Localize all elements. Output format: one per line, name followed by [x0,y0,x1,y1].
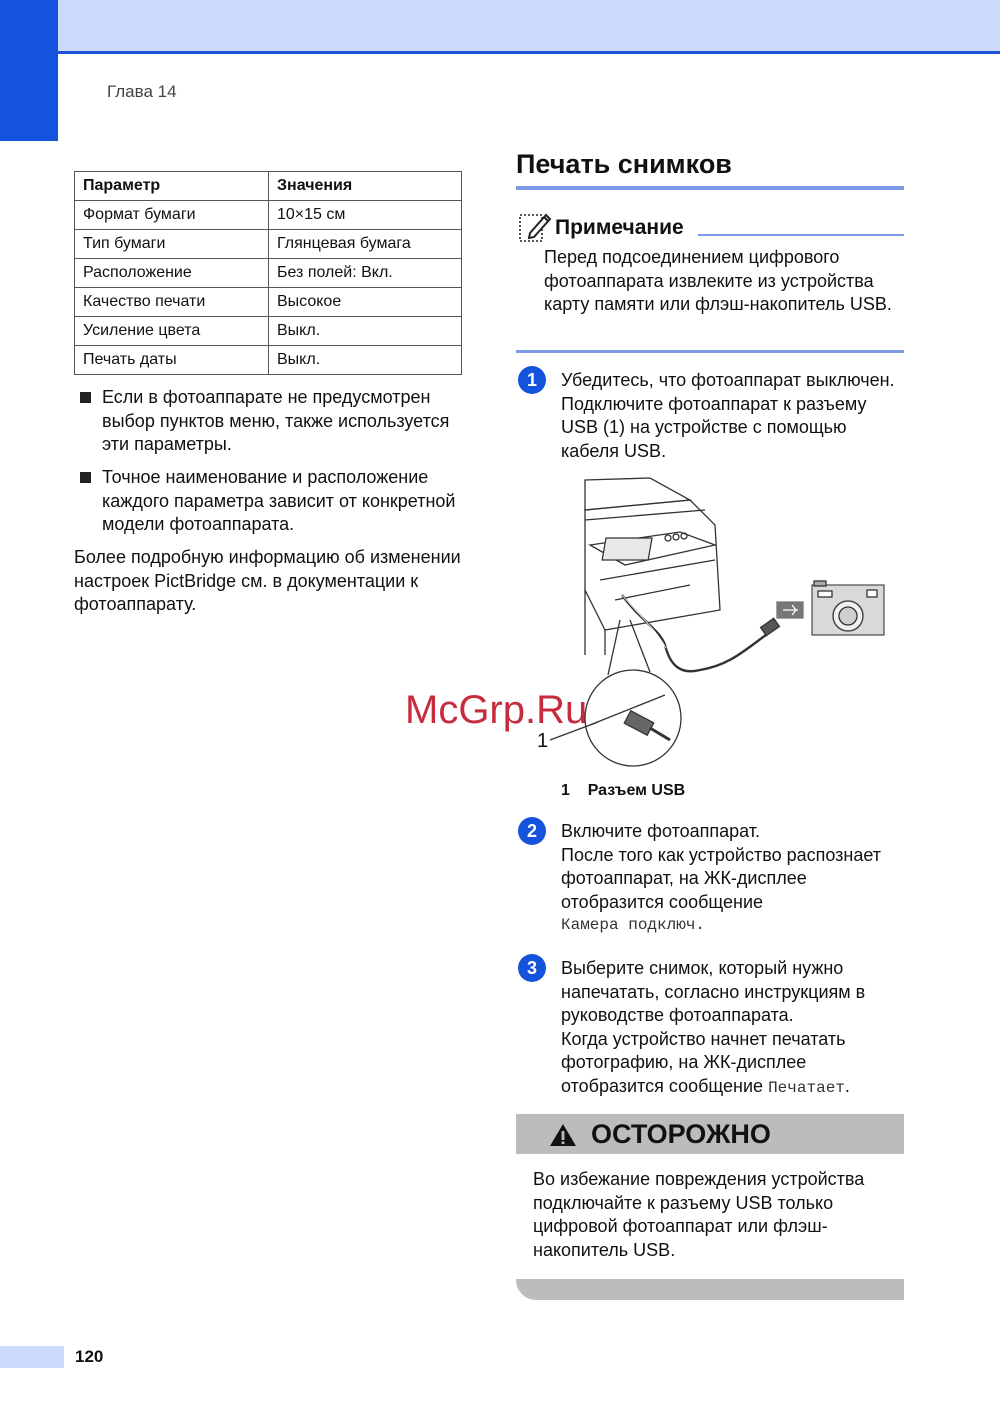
step-number-badge: 3 [518,954,546,982]
table-cell: Формат бумаги [75,201,269,230]
step-number-badge: 2 [518,817,546,845]
footer-band [0,1346,64,1368]
figure-callout-number: 1 [537,730,549,752]
table-cell: Глянцевая бумага [269,230,462,259]
section-rule [516,186,904,190]
warning-title: ОСТОРОЖНО [591,1119,771,1149]
table-row [75,288,462,317]
bullet-text: Если в фотоаппарате не предусмотрен выбор пунктов меню, также используется эти параметры. [102,387,450,454]
table-cell: Печать даты [75,346,269,375]
warning-text: Во избежание повреждения устройства подключайте к разъему USB только цифровой фотоаппарат или флэш-накопитель USB. [533,1169,865,1260]
bullet-item [80,466,470,537]
warning-triangle-icon [549,1123,577,1147]
table-cell: Усиление цвета [75,317,269,346]
note-title: Примечание [555,216,684,239]
table-cell: Расположение [75,259,269,288]
bullet-square-icon [80,472,91,483]
column-header: Значения [269,172,462,201]
info-paragraph: Более подробную информацию об изменении настроек PictBridge см. в документации к фотоаппарату. [74,547,461,614]
step-line: Выберите снимок, который нужно напечатать, согласно инструкциям в руководстве фотоаппарата. [561,958,866,1025]
bullet-item [80,386,470,457]
bullet-text: Точное наименование и расположение каждого параметра зависит от конкретной модели фотоаппарата. [102,467,456,534]
bullet-square-icon [80,392,91,403]
lcd-message: Камера подключ. [561,916,706,934]
note-text: Перед подсоединением цифрового фотоаппарата извлеките из устройства карту памяти или флэш-накопитель USB. [544,247,892,314]
header-band [0,0,1000,52]
table-row [75,317,462,346]
lcd-message: Печатает [768,1078,845,1097]
chapter-tab [0,0,58,141]
table-header-row [75,172,462,201]
step-number-badge: 1 [518,366,546,394]
section-title: Печать снимков [516,149,732,179]
note-end-rule [516,350,904,353]
settings-table [74,171,462,375]
step-text: Убедитесь, что фотоаппарат выключен. Подключите фотоаппарат к разъему USB (1) на устройстве с помощью кабеля USB. [561,370,895,461]
step-tail: . [844,1075,850,1096]
watermark-text: McGrp.Ru [405,688,588,732]
chapter-label: Глава 14 [107,82,177,101]
step-line: Включите фотоаппарат. [561,821,761,841]
note-pencil-icon [518,209,552,243]
table-cell: Тип бумаги [75,230,269,259]
header-rule [58,51,1000,54]
page-number: 120 [75,1347,104,1366]
figure-caption [561,782,685,800]
warning-end-bar [516,1279,904,1300]
table-cell: Выкл. [269,317,462,346]
caption-number: 1 [561,782,570,799]
table-row [75,201,462,230]
table-cell: Без полей: Вкл. [269,259,462,288]
step-line: Когда устройство начнет печатать фотографию, на ЖК-дисплее отобразится сообщение [561,1028,846,1096]
table-cell: Высокое [269,288,462,317]
table-row [75,230,462,259]
table-cell: Качество печати [75,288,269,317]
caption-text: Разъем USB [587,782,686,799]
table-row [75,259,462,288]
table-cell: Выкл. [269,346,462,375]
step-text [561,820,906,938]
table-row [75,346,462,375]
note-rule [698,234,904,236]
table-cell: 10×15 см [269,201,462,230]
step-line: После того как устройство распознает фотоаппарат, на ЖК-дисплее отобразится сообщение [561,844,882,912]
column-header: Параметр [75,172,269,201]
step-text [561,957,906,1100]
